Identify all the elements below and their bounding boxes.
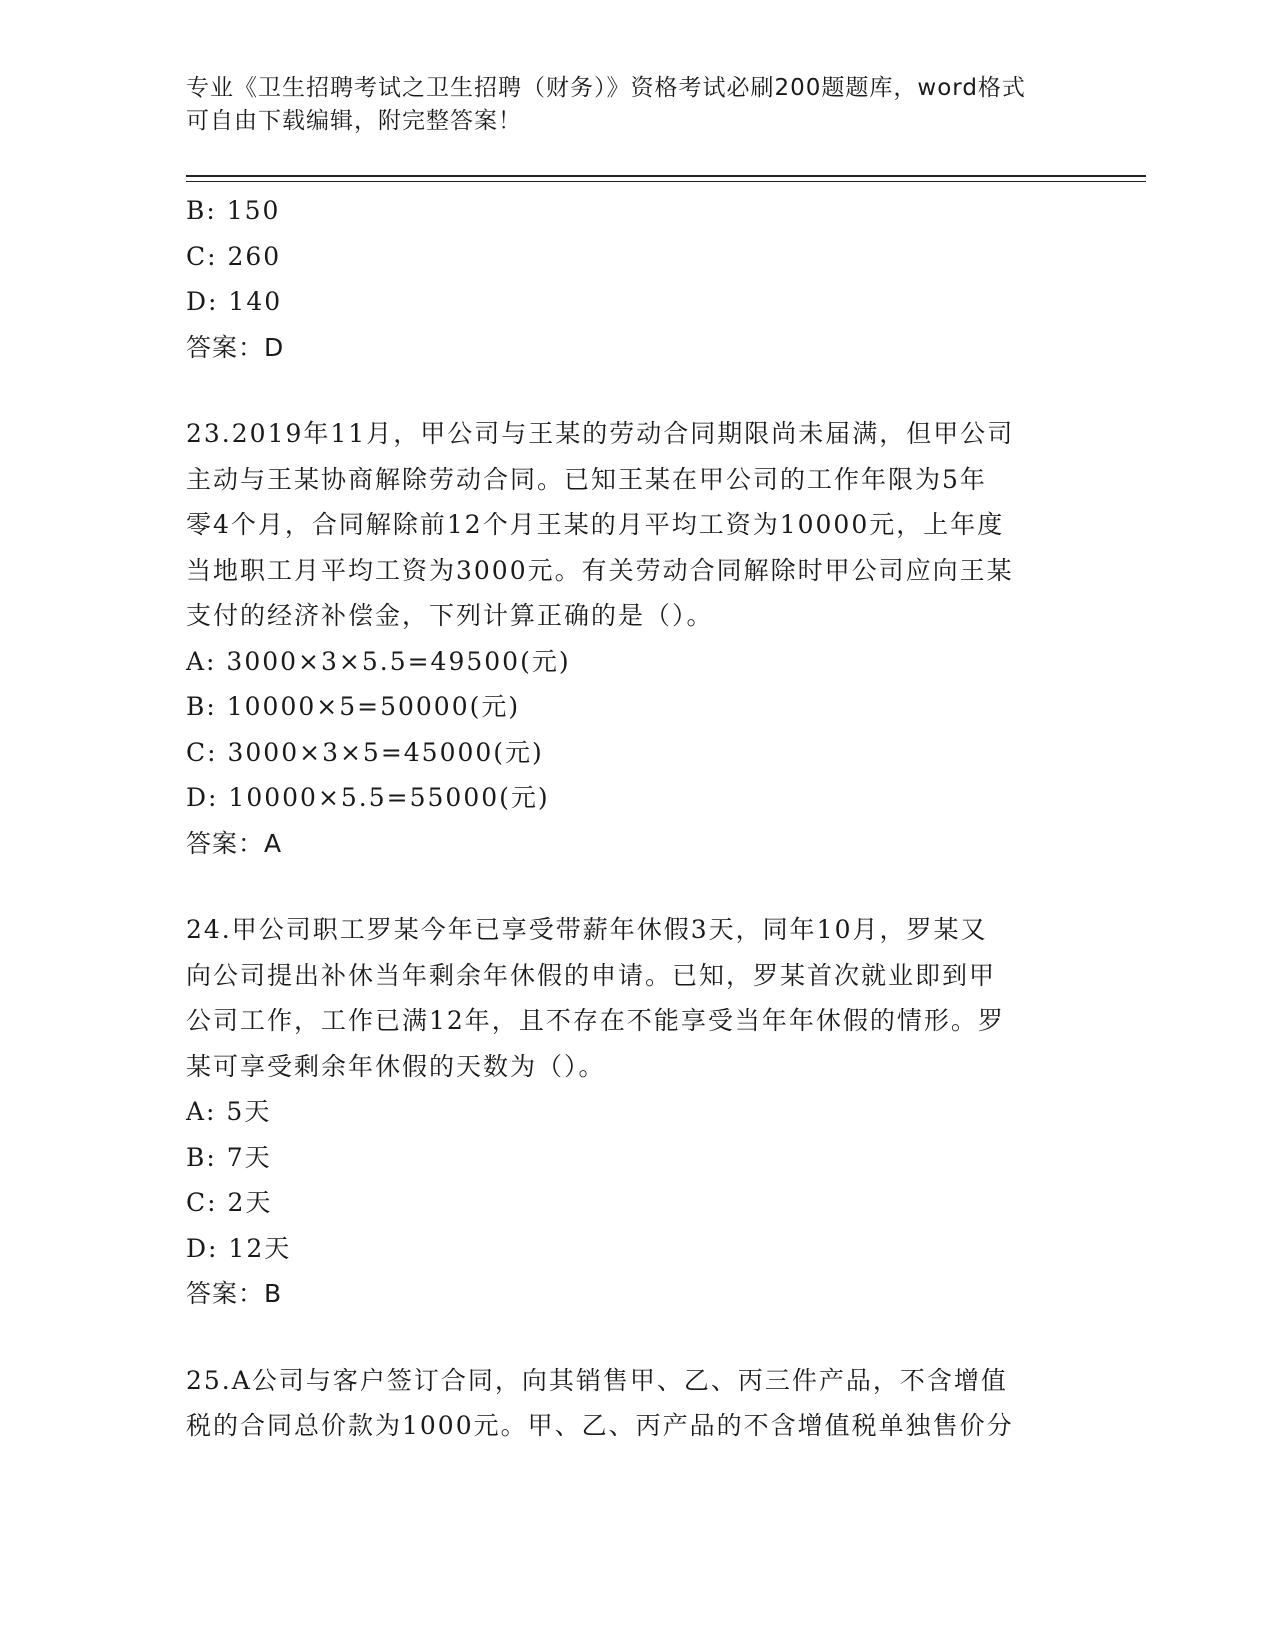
option-c: C: 3000×3×5=45000(元): [186, 737, 544, 767]
answer-label: 答案：A: [186, 828, 283, 858]
question-stem-line: 公司工作，工作已满12年，且不存在不能享受当年年休假的情形。罗: [186, 1006, 1005, 1035]
question-stem-line: 当地职工月平均工资为3000元。有关劳动合同解除时甲公司应向王某: [186, 555, 1014, 585]
question-stem-line: 25.A公司与客户签订合同，向其销售甲、乙、丙三件产品，不含增值: [186, 1365, 1008, 1395]
question-stem-line: 税的合同总价款为1000元。甲、乙、丙产品的不含增值税单独售价分: [186, 1411, 1014, 1440]
question-22-continued: [186, 188, 1066, 370]
header-title-line-2: 可自由下载编辑，附完整答案！: [186, 108, 522, 134]
option-b: B: 10000×5=50000(元): [186, 692, 521, 721]
question-stem-line: 零4个月，合同解除前12个月王某的月平均工资为10000元，上年度: [186, 510, 1005, 539]
option-d: D: 12天: [186, 1233, 292, 1263]
spacer: [186, 370, 1066, 411]
question-stem-line: 支付的经济补偿金，下列计算正确的是（）。: [186, 601, 714, 630]
spacer: [186, 866, 1066, 907]
question-24: [186, 907, 1066, 1317]
question-23: [186, 411, 1066, 866]
question-25: [186, 1358, 1066, 1449]
header-divider-thick: [186, 175, 1146, 177]
question-stem-line: 23.2019年11月，甲公司与王某的劳动合同期限尚未届满，但甲公司: [186, 419, 1015, 448]
question-stem-line: 24.甲公司职工罗某今年已享受带薪年休假3天，同年10月，罗某又: [186, 915, 988, 944]
option-b: B: 7天: [186, 1142, 272, 1172]
option-a: A: 5天: [186, 1097, 272, 1126]
answer-label: 答案：D: [186, 332, 285, 362]
option-c: C: 2天: [186, 1188, 273, 1217]
question-stem-line: 主动与王某协商解除劳动合同。已知王某在甲公司的工作年限为5年: [186, 464, 987, 494]
page-header: [186, 72, 1076, 138]
header-divider-thin: [186, 181, 1146, 182]
option-a: A: 3000×3×5.5=49500(元): [186, 646, 571, 676]
option-d: D: 140: [186, 287, 283, 316]
option-b: B: 150: [186, 196, 281, 225]
question-stem-line: 某可享受剩余年休假的天数为（）。: [186, 1051, 606, 1081]
question-stem-line: 向公司提出补休当年剩余年休假的申请。已知，罗某首次就业即到甲: [186, 960, 997, 990]
answer-label: 答案：B: [186, 1279, 283, 1308]
option-d: D: 10000×5.5=55000(元): [186, 783, 550, 812]
question-content: [186, 188, 1066, 1449]
option-c: C: 260: [186, 241, 282, 271]
header-title-line-1: 专业《卫生招聘考试之卫生招聘（财务）》资格考试必刷200题题库，word格式: [186, 75, 1026, 101]
spacer: [186, 1317, 1066, 1358]
